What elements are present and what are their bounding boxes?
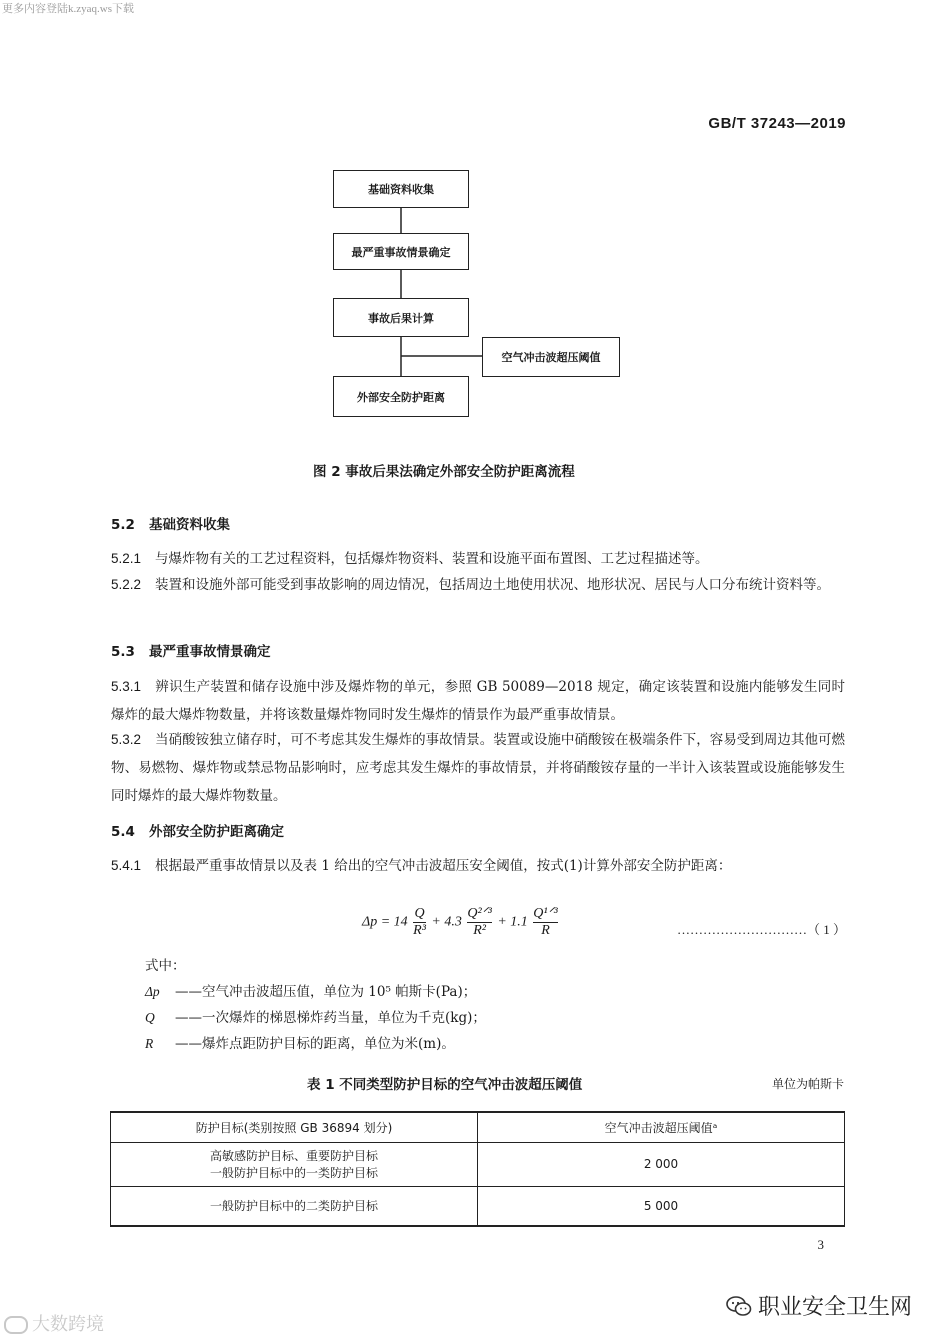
- page-number: 3: [817, 1237, 824, 1252]
- clause-number: 5.4.1: [111, 858, 142, 873]
- clause-number: 5.3.1: [111, 679, 142, 694]
- section-heading-5-3: [111, 640, 271, 660]
- standard-number: GB/T 37243—2019: [708, 115, 846, 132]
- section-title: 外部安全防护距离确定: [149, 824, 284, 840]
- figure-caption: 图 2 事故后果法确定外部安全防护距离流程: [313, 464, 575, 480]
- numerator: Q²ᐟ³: [467, 906, 492, 921]
- clause-number: 5.3.2: [111, 732, 142, 747]
- paragraph-5-4-1: [111, 852, 845, 880]
- wechat-icon: [726, 1295, 752, 1317]
- formula-lhs: Δp = 14: [362, 914, 408, 930]
- table-row: [111, 1142, 845, 1186]
- legend-intro: 式中：: [145, 958, 186, 974]
- table-row: [111, 1186, 845, 1226]
- legend-symbol: Q: [145, 1010, 155, 1025]
- formula-term-2: [467, 906, 491, 939]
- paragraph-5-2-2: [111, 571, 845, 599]
- watermark-right-text: 职业安全卫生网: [757, 1295, 912, 1320]
- section-heading-5-4: [111, 820, 284, 840]
- brand-logo-icon: [4, 1316, 28, 1334]
- table-header-row: [111, 1112, 845, 1142]
- legend-desc: ——空气冲击波超压值，单位为 10⁵ 帕斯卡(Pa)；: [175, 984, 477, 1000]
- flowchart-connectors: [0, 0, 942, 430]
- section-number: 5.2: [111, 517, 135, 533]
- table-cell-target: [111, 1142, 478, 1186]
- flow-step-data-collection: 基础资料收集: [333, 170, 469, 208]
- clause-number: 5.2.1: [111, 551, 142, 566]
- formula-term-3: [533, 906, 557, 939]
- flow-step-worst-scenario: 最严重事故情景确定: [333, 233, 469, 270]
- top-download-note: 更多内容登陆k.zyaq.ws下载: [2, 3, 134, 15]
- denominator: R³: [413, 923, 426, 938]
- target-line: 一般防护目标中的一类防护目标: [209, 1166, 378, 1180]
- flow-side-threshold: 空气冲击波超压阈值: [482, 337, 620, 377]
- denominator: R²: [467, 922, 491, 939]
- table-1: [110, 1111, 845, 1227]
- formula-plus-1: + 4.3: [431, 914, 462, 930]
- legend-item: [145, 1005, 486, 1031]
- paragraph-5-2-1: [111, 545, 845, 573]
- clause-text: 根据最严重事故情景以及表 1 给出的空气冲击波超压安全阈值，按式(1)计算外部安全防护距离：: [155, 858, 732, 874]
- legend-item: [145, 1031, 486, 1057]
- flow-step-safety-distance: 外部安全防护距离: [333, 376, 469, 417]
- watermark-left-text: 大数跨境: [32, 1314, 104, 1335]
- section-number: 5.4: [111, 824, 135, 840]
- table-unit: 单位为帕斯卡: [771, 1077, 844, 1091]
- formula-legend: [145, 953, 486, 1057]
- flow-step-consequence-calc: 事故后果计算: [333, 298, 469, 337]
- formula-plus-2: + 1.1: [497, 914, 528, 930]
- clause-text: 装置和设施外部可能受到事故影响的周边情况，包括周边土地使用状况、地形状况、居民与人口分布统计资料等。: [155, 577, 831, 593]
- equation-number: …………………………（ 1 ）: [676, 922, 846, 937]
- target-line: 高敏感防护目标、重要防护目标: [209, 1149, 378, 1163]
- formula-term-1: [413, 906, 426, 939]
- legend-desc: ——爆炸点距防护目标的距离，单位为米(m)。: [175, 1036, 455, 1052]
- numerator: Q¹ᐟ³: [533, 906, 558, 921]
- table-header-cell: 空气冲击波超压阈值ᵃ: [478, 1112, 845, 1142]
- legend-symbol: Δp: [145, 984, 160, 999]
- watermark-left: [4, 1310, 104, 1336]
- legend-desc: ——一次爆炸的梯恩梯炸药当量，单位为千克(kg)；: [175, 1010, 486, 1026]
- denominator: R: [533, 922, 557, 939]
- table-header-cell: 防护目标(类别按照 GB 36894 划分): [111, 1112, 478, 1142]
- clause-text: 与爆炸物有关的工艺过程资料，包括爆炸物资料、装置和设施平面布置图、工艺过程描述等。: [155, 551, 709, 567]
- table-cell-value: 5 000: [478, 1186, 845, 1226]
- section-heading-5-2: [111, 513, 230, 533]
- clause-number: 5.2.2: [111, 577, 142, 592]
- legend-item: [145, 979, 486, 1005]
- legend-symbol: R: [145, 1036, 154, 1051]
- clause-text: 辨识生产装置和储存设施中涉及爆炸物的单元，参照 GB 50089—2018 规定，确定该装置和设施内能够发生同时爆炸的最大爆炸物数量，并将该数量爆炸物同时发生爆炸的情景作为最严重事故情景。: [111, 679, 845, 723]
- paragraph-5-3-1: [111, 673, 845, 729]
- formula-1: [362, 906, 560, 939]
- watermark-right: [726, 1290, 912, 1321]
- clause-text: 当硝酸铵独立储存时，可不考虑其发生爆炸的事故情景。装置或设施中硝酸铵在极端条件下，容易受到周边其他可燃物、易燃物、爆炸物或禁忌物品影响时，应考虑其发生爆炸的事故情景，并将硝酸铵存量的一半计入该装置或设施能够发生同时爆炸的最大爆炸物数量。: [111, 732, 845, 804]
- table-cell-target: 一般防护目标中的二类防护目标: [111, 1186, 478, 1226]
- section-title: 最严重事故情景确定: [149, 644, 271, 660]
- section-number: 5.3: [111, 644, 135, 660]
- numerator: Q: [414, 906, 425, 921]
- table-cell-value: 2 000: [478, 1142, 845, 1186]
- paragraph-5-3-2: [111, 726, 845, 810]
- table-caption: 表 1 不同类型防护目标的空气冲击波超压阈值: [307, 1077, 583, 1093]
- section-title: 基础资料收集: [149, 517, 230, 533]
